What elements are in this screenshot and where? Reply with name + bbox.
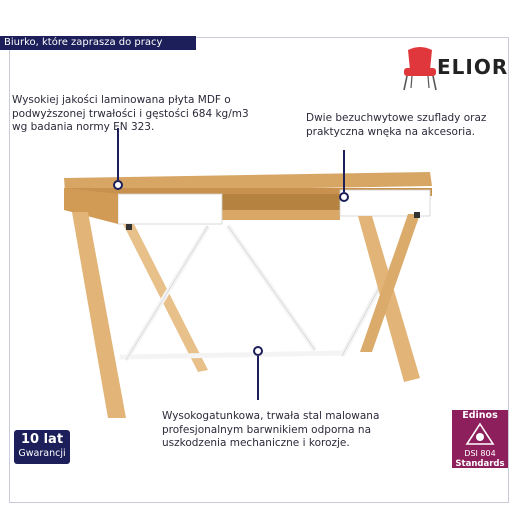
certificate-icon <box>465 422 495 446</box>
warranty-label: Gwarancji <box>18 448 66 459</box>
certificate-label: Standards <box>455 459 505 469</box>
desk-niche-shelf <box>222 210 340 220</box>
bracket-left <box>126 224 132 230</box>
feature-material-text: Wysokiej jakości laminowana płyta MDF o podwyższonej trwałości i gęstości 684 kg/m3 wg badania normy EN 323. <box>12 94 249 133</box>
desk-side-left <box>64 188 118 224</box>
callout-line-drawers <box>343 150 345 192</box>
warranty-value: 10 lat <box>20 432 64 447</box>
warranty-badge <box>14 430 70 464</box>
drawer-left <box>118 194 222 224</box>
bracket-right <box>414 212 420 218</box>
banner-title: Biurko, które zaprasza do pracy <box>0 36 196 50</box>
brand-name: ELIOR <box>437 55 509 79</box>
certificate-brand: Edinos <box>462 410 498 421</box>
certificate-badge <box>452 410 508 468</box>
certificate-code: DSI 804 <box>464 449 496 458</box>
callout-dot-drawers <box>339 192 349 202</box>
callout-dot-steel <box>253 346 263 356</box>
callout-line-steel <box>257 356 259 400</box>
feature-steel-text: Wysokogatunkowa, trwała stal malowana profesjonalnym barwnikiem odporna na uszkodzenia mechaniczne i korozje. <box>162 410 380 449</box>
desk-leg-front-left <box>72 212 126 418</box>
callout-dot-material <box>113 180 123 190</box>
callout-line-material <box>117 128 119 180</box>
feature-drawers-text: Dwie bezuchwytowe szuflady oraz praktyczna wnęka na akcesoria. <box>306 112 487 138</box>
